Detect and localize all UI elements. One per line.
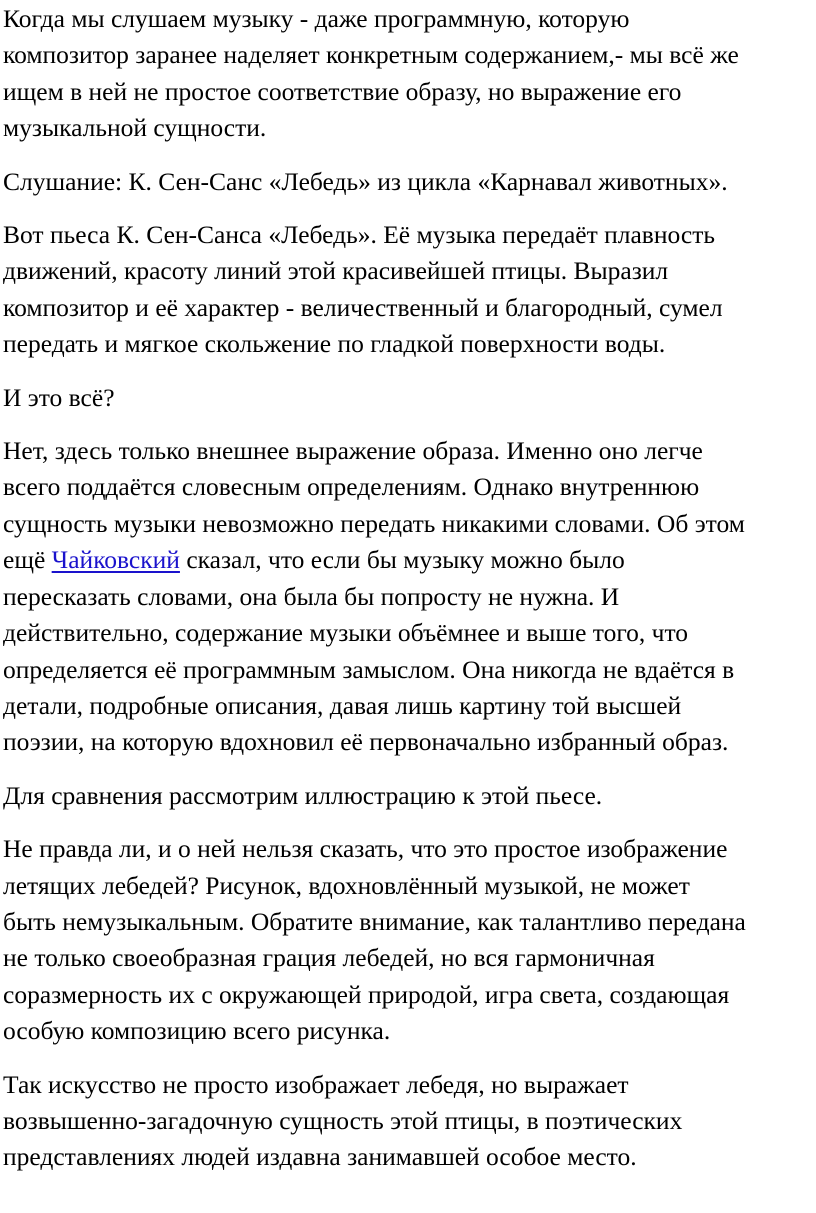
text-line: Так искусство не просто изображает лебедя, но выражает	[3, 1069, 629, 1099]
text-line-with-link	[3, 542, 816, 578]
text-line: Когда мы слушаем музыку - даже программную, которую	[3, 4, 630, 33]
paragraph-swan-piece	[3, 217, 816, 363]
text-line: Слушание: К. Сен-Санс «Лебедь» из цикла «Карнавал животных».	[3, 166, 728, 196]
text-line: композитор заранее наделяет конкретным содержанием,- мы всё же	[3, 40, 739, 70]
text-line: Вот пьеса К. Сен-Санса «Лебедь». Её музыка передаёт плавность	[3, 220, 715, 250]
text-line: передать и мягкое скольжение по гладкой поверхности воды.	[3, 329, 666, 359]
link-suffix: сказал, что если бы музыку можно было	[179, 545, 625, 575]
paragraph-intro	[3, 1, 816, 147]
text-line: быть немузыкальным. Обратите внимание, как талантливо передана	[3, 906, 746, 936]
document-page	[0, 1, 816, 1213]
paragraph-comparison	[3, 778, 816, 814]
text-line: детали, подробные описания, давая лишь картину той высшей	[3, 690, 682, 720]
text-line: соразмерность их с окружающей природой, игра света, создающая	[3, 979, 730, 1009]
paragraph-listening	[3, 164, 816, 200]
text-line: музыкальной сущности.	[3, 113, 267, 143]
text-line: композитор и её характер - величественный и благородный, сумел	[3, 292, 723, 322]
text-line: действительно, содержание музыки объёмнее и выше того, что	[3, 618, 689, 648]
text-line: ищем в ней не простое соответствие образу, но выражение его	[3, 76, 682, 106]
text-line: представлениях людей издавна занимавшей особое место.	[3, 1142, 637, 1172]
text-line: движений, красоту линий этой красивейшей птицы. Выразил	[3, 256, 669, 286]
text-line: особую композицию всего рисунка.	[3, 1016, 391, 1046]
link-prefix: ещё	[3, 545, 52, 575]
paragraph-question	[3, 380, 816, 416]
text-line: всего поддаётся словесным определениям. Однако внутреннюю	[3, 472, 700, 502]
text-line: возвышенно-загадочную сущность этой птицы, в поэтических	[3, 1105, 683, 1135]
paragraph-conclusion	[3, 1067, 816, 1176]
text-line: Для сравнения рассмотрим иллюстрацию к этой пьесе.	[3, 780, 603, 810]
text-line: Нет, здесь только внешнее выражение образа. Именно оно легче	[3, 436, 703, 466]
text-line: сущность музыки невозможно передать никакими словами. Об этом	[3, 508, 745, 538]
text-line: не только своеобразная грация лебедей, но вся гармоничная	[3, 943, 655, 973]
text-line: Не правда ли, и о ней нельзя сказать, что это простое изображение	[3, 834, 728, 864]
paragraph-illustration	[3, 831, 816, 1049]
paragraph-answer	[3, 433, 816, 761]
text-line: поэзии, на которую вдохновил её первоначально избранный образ.	[3, 727, 729, 757]
text-line: пересказать словами, она была бы попросту не нужна. И	[3, 581, 620, 611]
text-line: И это всё?	[3, 382, 115, 412]
text-line: определяется её программным замыслом. Она никогда не вдаётся в	[3, 654, 735, 684]
text-line: летящих лебедей? Рисунок, вдохновлённый музыкой, не может	[3, 870, 690, 900]
tchaikovsky-link[interactable]: Чайковский	[51, 545, 180, 575]
